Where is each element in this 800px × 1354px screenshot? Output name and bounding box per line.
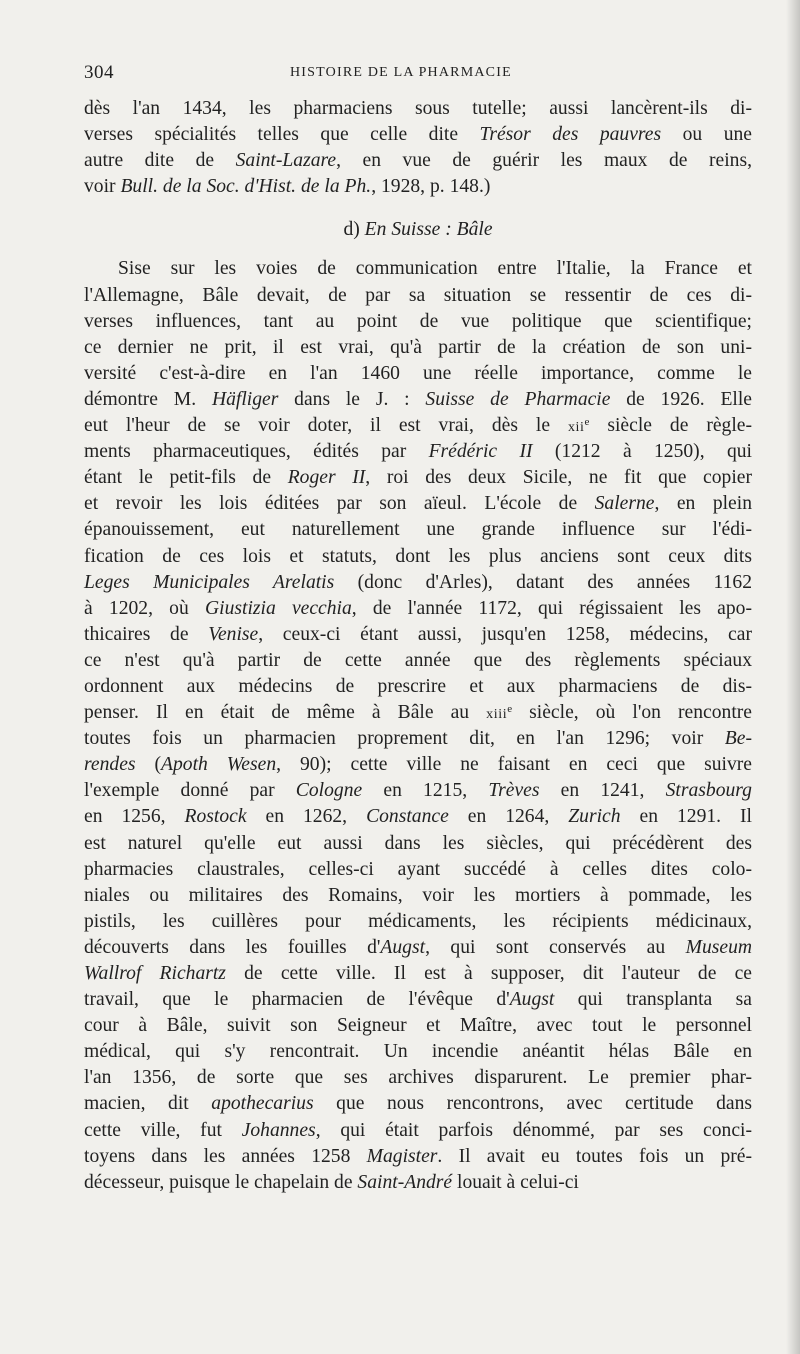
running-title: HISTOIRE DE LA PHARMACIE [290, 65, 512, 80]
small-caps-text: xiii [486, 707, 508, 723]
text-line [84, 648, 752, 674]
text-run: penser. Il en était de même à Bâle au [84, 702, 487, 724]
section-heading-title: En Suisse : Bâle [364, 219, 493, 241]
text-line [84, 1118, 752, 1144]
text-run: , roi des deux Sicile, ne fit que copier [365, 467, 752, 489]
text-line [84, 778, 752, 804]
text-run: à 1202, où [84, 597, 205, 619]
text-run: thicaires de [84, 623, 209, 645]
italic-text: Saint-André [357, 1171, 453, 1193]
italic-text: Venise [208, 623, 259, 645]
text-run: , ceux-ci étant aussi, jusqu'en 1258, médecins, car [258, 623, 752, 645]
text-line [84, 831, 752, 857]
text-line [84, 413, 752, 439]
italic-text: Rostock [184, 806, 247, 828]
italic-text: Wallrof Richartz [84, 963, 226, 984]
section-heading-prefix: d) [343, 219, 365, 241]
text-run: en 1256, [84, 806, 185, 828]
text-run: siècle de règle- [589, 415, 752, 437]
italic-text: Cologne [295, 780, 363, 802]
text-run: . Il avait eu toutes fois un pré- [437, 1145, 753, 1167]
section-heading [84, 217, 752, 243]
text-run: niales ou militaires des Romains, voir les mortiers à pommade, les [84, 884, 752, 906]
text-run: en 1264, [448, 806, 569, 828]
text-line [84, 517, 752, 543]
text-run: , en plein [654, 493, 752, 515]
italic-text: Leges Municipales Arelatis [84, 571, 335, 593]
text-line [84, 148, 752, 174]
text-run: fication de ces lois et statuts, dont les plus anciens sont ceux dits [84, 545, 752, 567]
text-line [84, 961, 752, 987]
text-run: l'exemple donné par [84, 780, 296, 802]
text-run: cour à Bâle, suivit son Seigneur et Maître, avec tout le personnel [84, 1015, 752, 1037]
text-run: , 90); cette ville ne faisant en ceci que suivre [276, 754, 752, 776]
paragraph-1 [84, 96, 752, 200]
text-run: , en vue de guérir les maux de reins, [336, 150, 752, 172]
text-run: et revoir les lois éditées par son aïeul. L'école de [84, 493, 595, 515]
text-run: ( [135, 754, 162, 776]
text-run: dès l'an 1434, les pharmaciens sous tutelle; aussi lancèrent-ils di- [84, 98, 752, 119]
text-line [84, 935, 752, 961]
italic-text: Suisse de Pharmacie [425, 388, 611, 410]
text-run: ce n'est qu'à partir de cette année que des règlements spéciaux [84, 649, 752, 671]
text-run: l'Allemagne, Bâle devait, de par sa situation se ressentir de ces di- [84, 284, 752, 306]
text-line [84, 1013, 752, 1039]
text-line [84, 857, 752, 883]
italic-text: Constance [366, 806, 449, 828]
italic-text: Augst [509, 989, 555, 1011]
text-run: médical, qui s'y rencontrait. Un incendie anéantit hélas Bâle en [84, 1041, 752, 1063]
text-line [84, 96, 752, 122]
text-line [84, 309, 752, 335]
text-line [84, 122, 752, 148]
page-body [84, 96, 752, 1196]
text-line [84, 174, 752, 200]
text-run: verses spécialités telles que celle dite [84, 124, 480, 146]
text-run: , qui sont conservés au [425, 936, 686, 958]
italic-text: Magister [366, 1145, 438, 1167]
text-line [84, 465, 752, 491]
text-line [84, 1039, 752, 1065]
italic-text: apothecarius [211, 1093, 314, 1115]
italic-text: Augst [380, 936, 426, 958]
small-caps-text: xii [567, 420, 585, 436]
text-line [84, 1091, 752, 1117]
text-run: découverts dans les fouilles d' [84, 936, 381, 958]
text-run: , de l'année 1172, qui régissaient les apo- [351, 597, 752, 619]
text-line [84, 256, 752, 282]
text-line [84, 335, 752, 361]
text-run: pharmacies claustrales, celles-ci ayant succédé à celles dites colo- [84, 858, 752, 880]
text-run: de 1926. Elle [610, 388, 752, 410]
superscript: e [584, 416, 590, 429]
text-run: dans le J. : [278, 388, 426, 410]
text-line [84, 804, 752, 830]
text-line [84, 570, 752, 596]
italic-text: Be- [724, 728, 752, 750]
text-line [84, 674, 752, 700]
text-line [84, 491, 752, 517]
text-run: verses influences, tant au point de vue politique que scientifique; [84, 310, 752, 332]
text-run: eut l'heur de se voir doter, il est vrai, dès le [84, 415, 568, 437]
italic-text: Strasbourg [665, 780, 752, 802]
text-line [84, 909, 752, 935]
text-line [84, 1065, 752, 1091]
page-header [84, 62, 754, 86]
italic-text: rendes [84, 754, 136, 776]
text-run: (1212 à 1250), qui [532, 441, 752, 463]
italic-text: Bull. de la Soc. d'Hist. de la Ph. [120, 176, 372, 198]
text-run: décesseur, puisque le chapelain de [84, 1171, 358, 1193]
italic-text: Zurich [568, 806, 621, 828]
text-run: , 1928, p. 148.) [371, 176, 491, 198]
text-run: ordonnent aux médecins de prescrire et aux pharmaciens de dis- [84, 675, 752, 697]
italic-text: Häfliger [211, 388, 279, 410]
text-line [84, 622, 752, 648]
superscript: e [507, 703, 513, 716]
text-run: toyens dans les années 1258 [84, 1145, 367, 1167]
text-run: macien, dit [84, 1093, 212, 1115]
text-line [84, 596, 752, 622]
text-run: en 1241, [539, 780, 666, 802]
text-run: Sise sur les voies de communication entre l'Italie, la France et [118, 258, 752, 280]
text-run: qui transplanta sa [554, 989, 752, 1011]
text-run: l'an 1356, de sorte que ses archives disparurent. Le premier phar- [84, 1067, 752, 1089]
italic-text: Museum [685, 936, 753, 958]
italic-text: Frédéric II [428, 441, 533, 463]
text-line [84, 439, 752, 465]
text-line [84, 726, 752, 752]
text-run: en 1291. Il [620, 806, 753, 828]
text-run: que nous rencontrons, avec certitude dans [313, 1093, 752, 1115]
text-line [84, 1170, 752, 1196]
text-run: toutes fois un pharmacien proprement dit, en l'an 1296; voir [84, 728, 725, 750]
text-line [84, 752, 752, 778]
text-run: travail, que le pharmacien de l'évêque d' [84, 989, 510, 1011]
text-line [84, 361, 752, 387]
text-run: épanouissement, eut naturellement une grande influence sur l'édi- [84, 519, 752, 541]
text-line [84, 1144, 752, 1170]
italic-text: Johannes [241, 1119, 316, 1141]
text-run: (donc d'Arles), datant des années 1162 [334, 571, 752, 593]
text-run: étant le petit-fils de [84, 467, 288, 489]
text-line [84, 544, 752, 570]
text-run: autre dite de [84, 150, 236, 172]
italic-text: Saint-Lazare [235, 150, 337, 172]
text-run: est naturel qu'elle eut aussi dans les siècles, qui précédèrent des [84, 832, 752, 854]
italic-text: Roger II [287, 467, 366, 489]
text-run: ce dernier ne prit, il est vrai, qu'à partir de la création de son uni- [84, 336, 752, 358]
italic-text: Apoth Wesen [161, 754, 277, 776]
text-run: cette ville, fut [84, 1119, 242, 1141]
text-run: en 1262, [246, 806, 367, 828]
text-run: en 1215, [362, 780, 489, 802]
text-line [84, 700, 752, 726]
text-run: démontre M. [84, 388, 212, 410]
text-line [84, 987, 752, 1013]
text-run: voir [84, 176, 121, 198]
text-run: , qui était parfois dénommé, par ses conci- [315, 1119, 752, 1141]
text-run: siècle, où l'on rencontre [512, 702, 752, 724]
text-run: de cette ville. Il est à supposer, dit l'auteur de ce [225, 963, 752, 984]
italic-text: Salerne [594, 493, 655, 515]
text-run: ou une [661, 124, 752, 146]
text-run: versité c'est-à-dire en l'an 1460 une réelle importance, comme le [84, 362, 752, 384]
page-edge-shadow [786, 0, 800, 1354]
italic-text: Trèves [488, 780, 540, 802]
text-line [84, 283, 752, 309]
paragraph-2 [84, 256, 752, 1195]
italic-text: Trésor des pauvres [479, 124, 662, 146]
text-run: louait à celui-ci [452, 1171, 579, 1193]
text-line [84, 387, 752, 413]
text-run: ments pharmaceutiques, édités par [84, 441, 429, 463]
page-number: 304 [84, 62, 114, 83]
text-line [84, 883, 752, 909]
italic-text: Giustizia vecchia [204, 597, 352, 619]
text-run: pistils, les cuillères pour médicaments, les récipients médicinaux, [84, 910, 752, 932]
